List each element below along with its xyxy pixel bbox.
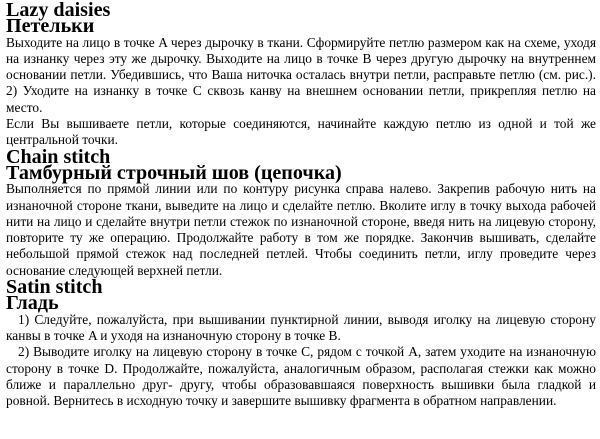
section-title-en: Chain stitch (6, 145, 111, 168)
section-title-ru: Гладь (6, 292, 59, 315)
paragraph: 1) Следуйте, пожалуйста, при вышивании пунктирной линии, выводя иголку на лицевую сторону канвы в точке A и уходя на изнаночную сторону в точке B. (6, 311, 596, 343)
section-title-en: Satin stitch (6, 276, 103, 299)
section-satin-stitch (6, 276, 596, 409)
paragraph: 2) Выводите иголку на лицевую сторону в точке C, рядом с точкой A, затем уходите на изнаночную сторону в точке D. Продолжайте, пожалуйста, аналогичным образом, располагая стежки как можно ближе и параллельно друг- другу, чтобы образовавшаяся поверхность вышивки была гладкой и ровной. Вернитесь в исходную точку и завершите вышивку фрагмента в обратном направлении. (6, 344, 596, 409)
paragraph: Если Вы вышиваете петли, которые соединяются, начинайте каждую петлю из одной и той же центральной точки. (6, 116, 596, 148)
section-title-ru: Петельки (6, 15, 95, 38)
paragraph: Выходите на лицо в точке A через дырочку в ткани. Сформируйте петлю размером как на схеме, уходя на изнанку через эту же дырочку. Выходите на лицо в точке B через другую дырочку на внутреннем основании петли. Убедившись, что Ваша ниточка осталась внутри петли, расправьте петлю (см. рис.). 2) Уходите на изнанку в точке С сквозь канву на внешнем основании петли, прикрепляя петлю на место. (6, 34, 596, 115)
section-title-ru: Тамбурный строчный шов (цепочка) (6, 161, 342, 184)
section-title-en: Lazy daisies (6, 0, 111, 21)
section-chain-stitch (6, 145, 596, 279)
section-lazy-daisies (6, 2, 596, 149)
paragraph: Выполняется по прямой линии или по контуру рисунка справа налево. Закрепив рабочую нить на изнаночной стороне ткани, выведите на лицо и сделайте петлю. Вколите иглу в точку выхода рабочей нити на лицо и сделайте внутри петли стежок по изнаночной стороне, введя нить на лицевую сторону, повторите ту же операцию. Продолжайте работу в том же порядке. Закончив вышивать, сделайте небольшой прямой стежок над последней петлей. Чтобы соединить петли, иглу проведите через основание следующей верхней петли. (6, 181, 596, 278)
